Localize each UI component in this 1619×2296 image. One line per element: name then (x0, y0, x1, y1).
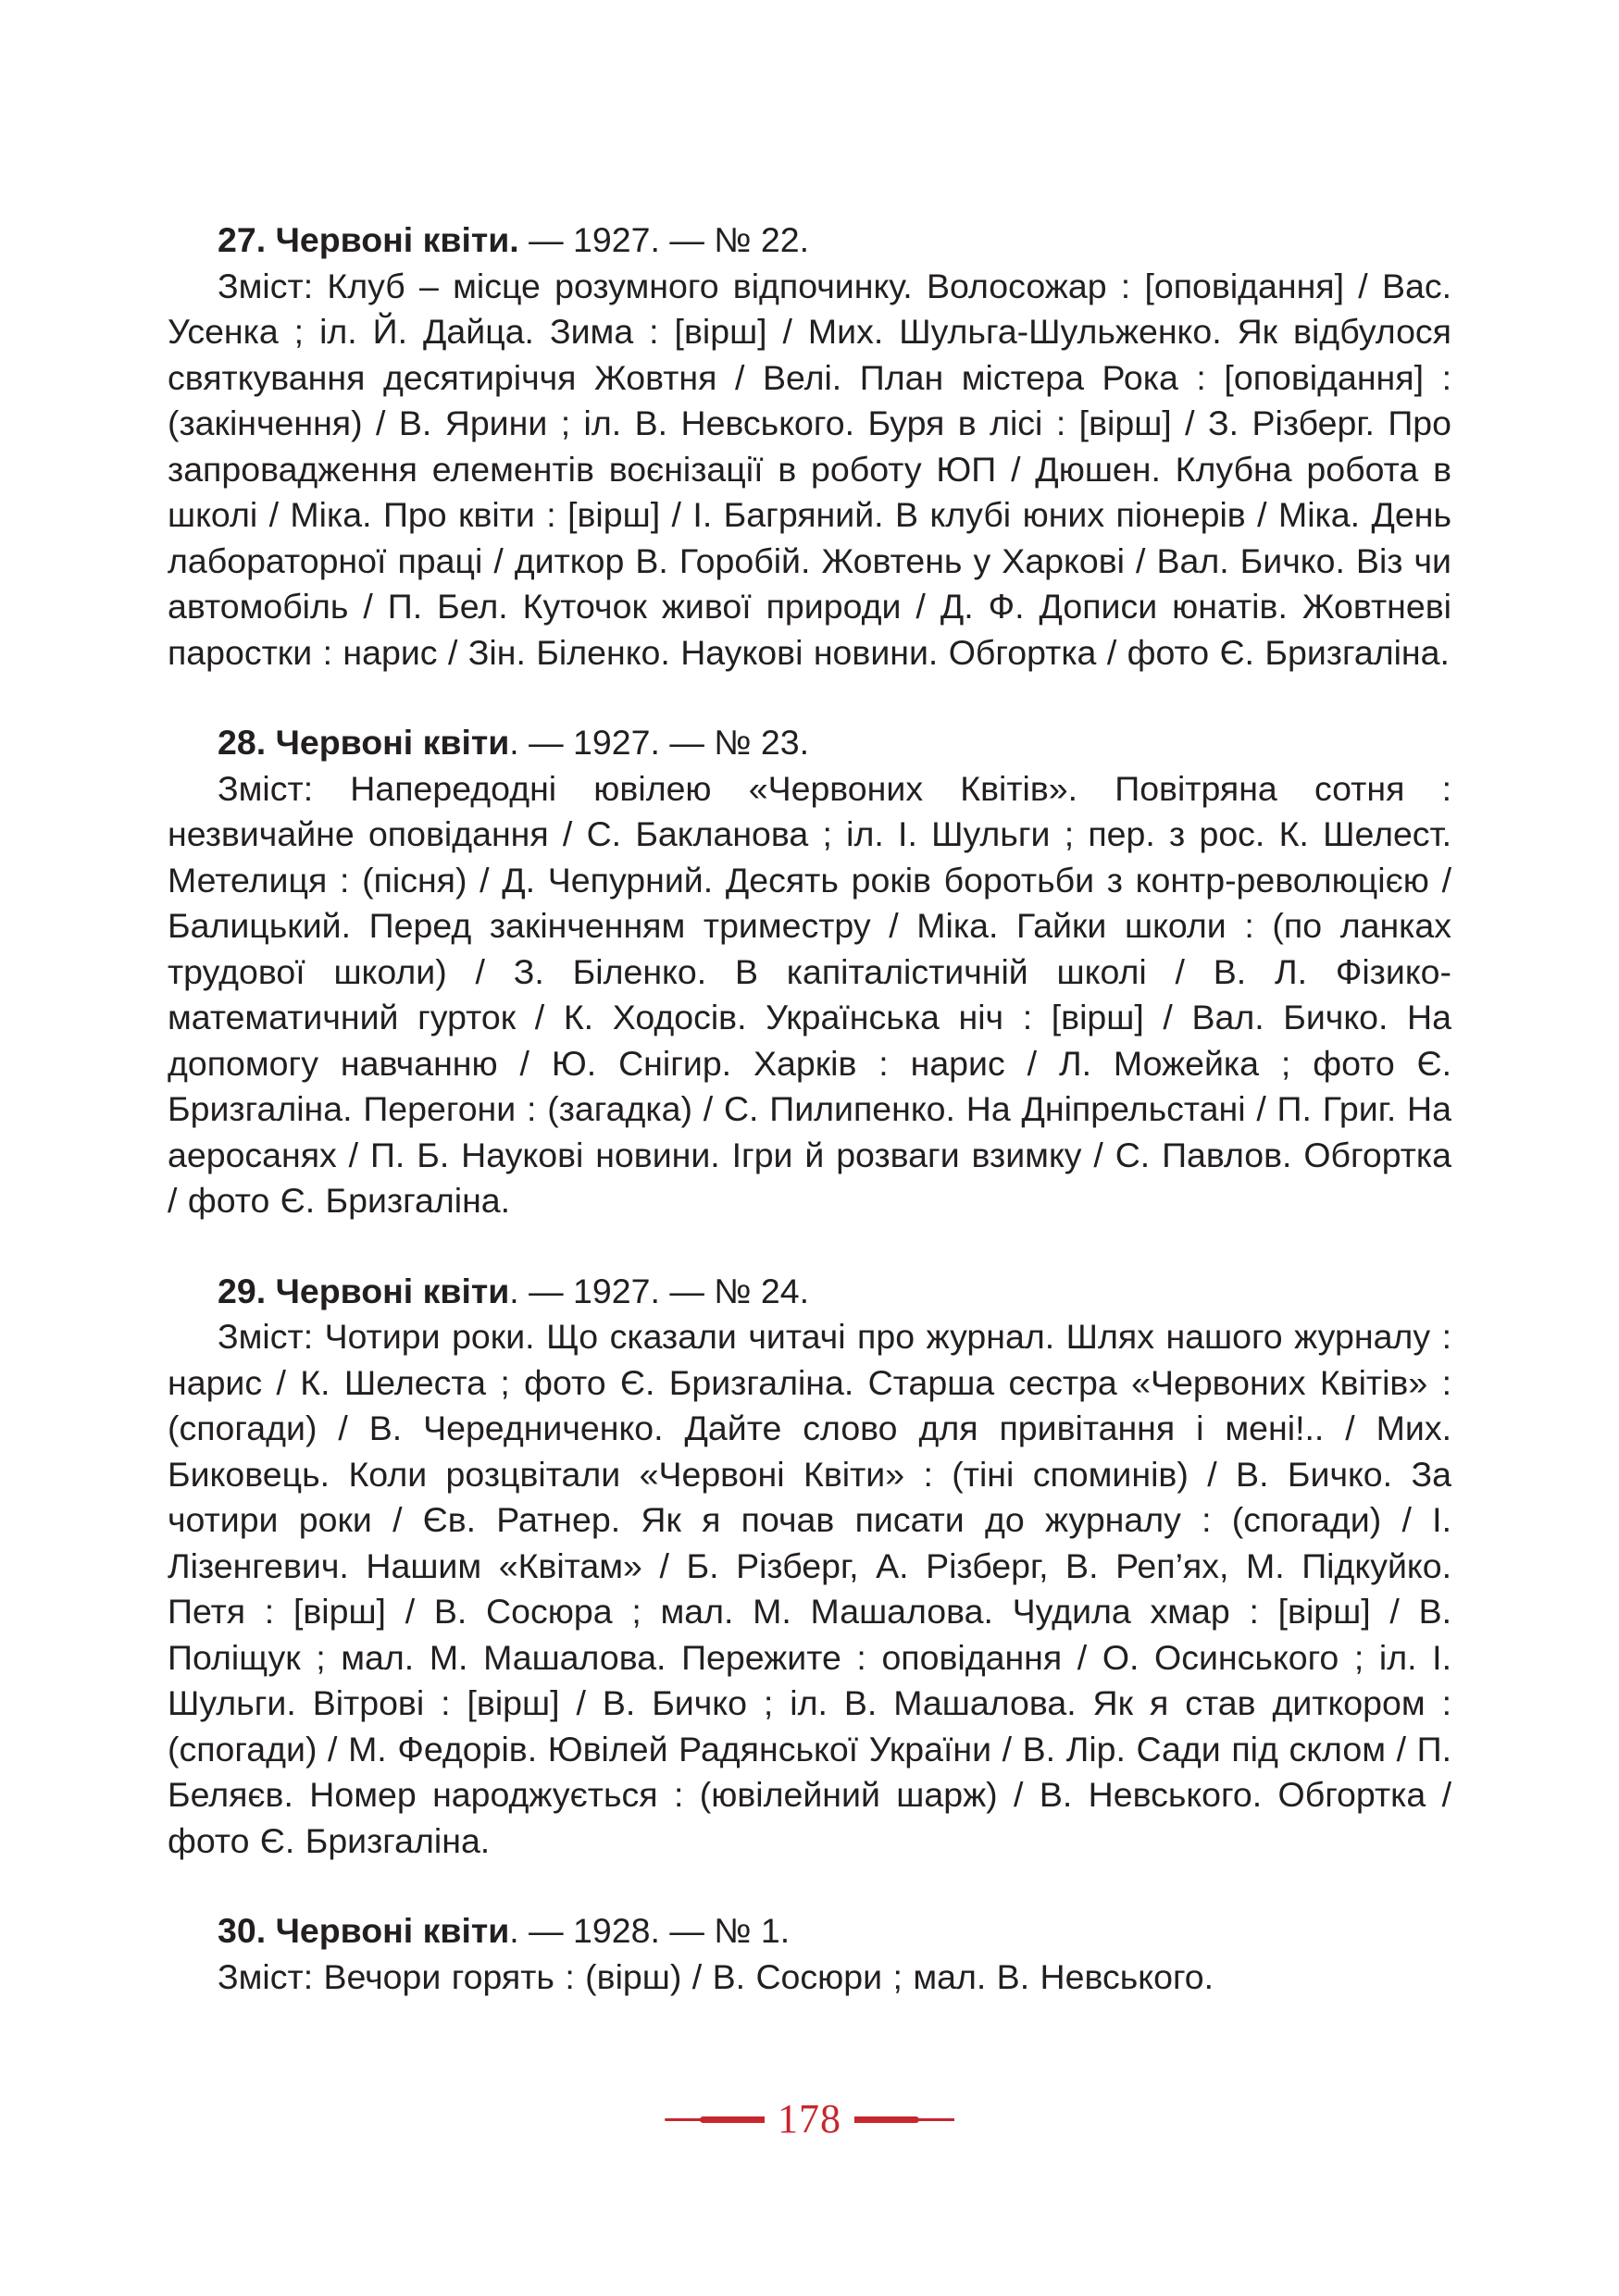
entry-contents: Зміст: Чотири роки. Що сказали читачі про журнал. Шлях нашого журналу : нарис / К. Шелеста ; фото Є. Бризгаліна. Старша сестра «Червоних Квітів» : (спогади) / В. Чередниченко. Дайте слово для привітання і мені!.. / Мих. Биковець. Коли розцвітали «Червоні Квіти» : (тіні споминів) / В. Бичко. За чотири роки / Єв. Ратнер. Як я почав писати до журналу : (спогади) / І. Лізенгевич. Нашим «Квітам» / Б. Різберг, А. Різберг, В. Реп’ях, М. Підкуйко. Петя : [вірш] / В. Сосюра ; мал. М. Машалова. Чудила хмар : [вірш] / В. Поліщук ; мал. М. Машалова. Пережите : оповідання / О. Осинського ; іл. І. Шульги. Вітрові : [вірш] / В. Бичко ; іл. В. Машалова. Як я став диткором : (спогади) / М. Федорів. Ювілей Радянської України / В. Лір. Сади під склом / П. Беляєв. Номер народжується : (ювілейний шарж) / В. Невського. Обгортка / фото Є. Бризгаліна. (168, 1317, 1451, 1860)
entry-heading (168, 217, 1451, 264)
entry-title: Червоні квіти. (275, 220, 519, 259)
bibliography-entry-29 (168, 1269, 1451, 1865)
entry-contents: Зміст: Вечори горять : (вірш) / В. Сосюри ; мал. В. Невського. (218, 1956, 1214, 1996)
entry-title: Червоні квіти (275, 1911, 510, 1950)
footer-rule-right (854, 2118, 954, 2121)
entry-number: 30. (218, 1911, 267, 1950)
entry-number: 28. (218, 723, 267, 762)
entry-heading (168, 1908, 1451, 1955)
entry-number: 27. (218, 220, 267, 259)
entry-imprint: — 1927. — № 22. (518, 220, 810, 259)
entry-imprint: . — 1927. — № 24. (509, 1271, 810, 1310)
entry-contents: Зміст: Напередодні ювілею «Червоних Квітів». Повітряна сотня : незвичайне оповідання / С. Бакланова ; іл. І. Шульги ; пер. з рос. К. Шелест. Метелиця : (пісня) / Д. Чепурний. Десять років боротьби з контр-революцією / Балицький. Перед закінченням триместру / Міка. Гайки школи : (по ланках трудової школи) / З. Біленко. В капіталістичній школі / В. Л. Фізико-математичний гурток / К. Ходосів. Українська ніч : [вірш] / Вал. Бичко. На допомогу навчанню / Ю. Снігир. Харків : нарис / Л. Можейка ; фото Є. Бризгаліна. Перегони : (загадка) / С. Пилипенко. На Дніпрельстані / П. Григ. На аеросанях / П. Б. Наукові новини. Ігри й розваги взимку / С. Павлов. Обгортка / фото Є. Бризгаліна. (168, 768, 1451, 1220)
entry-number: 29. (218, 1271, 267, 1310)
entry-heading (168, 1269, 1451, 1315)
entry-heading (168, 720, 1451, 766)
bibliography-list (168, 217, 1451, 2044)
bibliography-entry-28 (168, 720, 1451, 1224)
entry-imprint: . — 1927. — № 23. (509, 723, 810, 762)
page-footer (0, 2096, 1619, 2141)
entry-title: Червоні квіти (275, 1271, 510, 1310)
page-number: 178 (778, 2096, 841, 2141)
entry-title: Червоні квіти (275, 723, 510, 762)
entry-contents: Зміст: Клуб – місце розумного відпочинку. Волосожар : [оповідання] / Вас. Усенка ; іл. Й. Дайца. Зима : [вірш] / Мих. Шульга-Шульженко. Як відбулося святкування десятиріччя Жовтня / Велі. План містера Рока : [оповідання] : (закінчення) / В. Ярини ; іл. В. Невського. Буря в лісі : [вірш] / З. Різберг. Про запровадження елементів воєнізації в роботу ЮП / Дюшен. Клубна робота в школі / Міка. Про квіти : [вірш] / І. Багряний. В клубі юних піонерів / Міка. День лабораторної праці / диткор В. Горобій. Жовтень у Харкові / Вал. Бичко. Віз чи автомобіль / П. Бел. Куточок живої природи / Д. Ф. Дописи юнатів. Жовтневі паростки : нарис / Зін. Біленко. Наукові новини. Обгортка / фото Є. Бризгаліна. (168, 266, 1451, 672)
bibliography-entry-30 (168, 1908, 1451, 2000)
entry-imprint: . — 1928. — № 1. (509, 1911, 791, 1950)
bibliography-entry-27 (168, 217, 1451, 676)
footer-rule-left (665, 2118, 765, 2121)
